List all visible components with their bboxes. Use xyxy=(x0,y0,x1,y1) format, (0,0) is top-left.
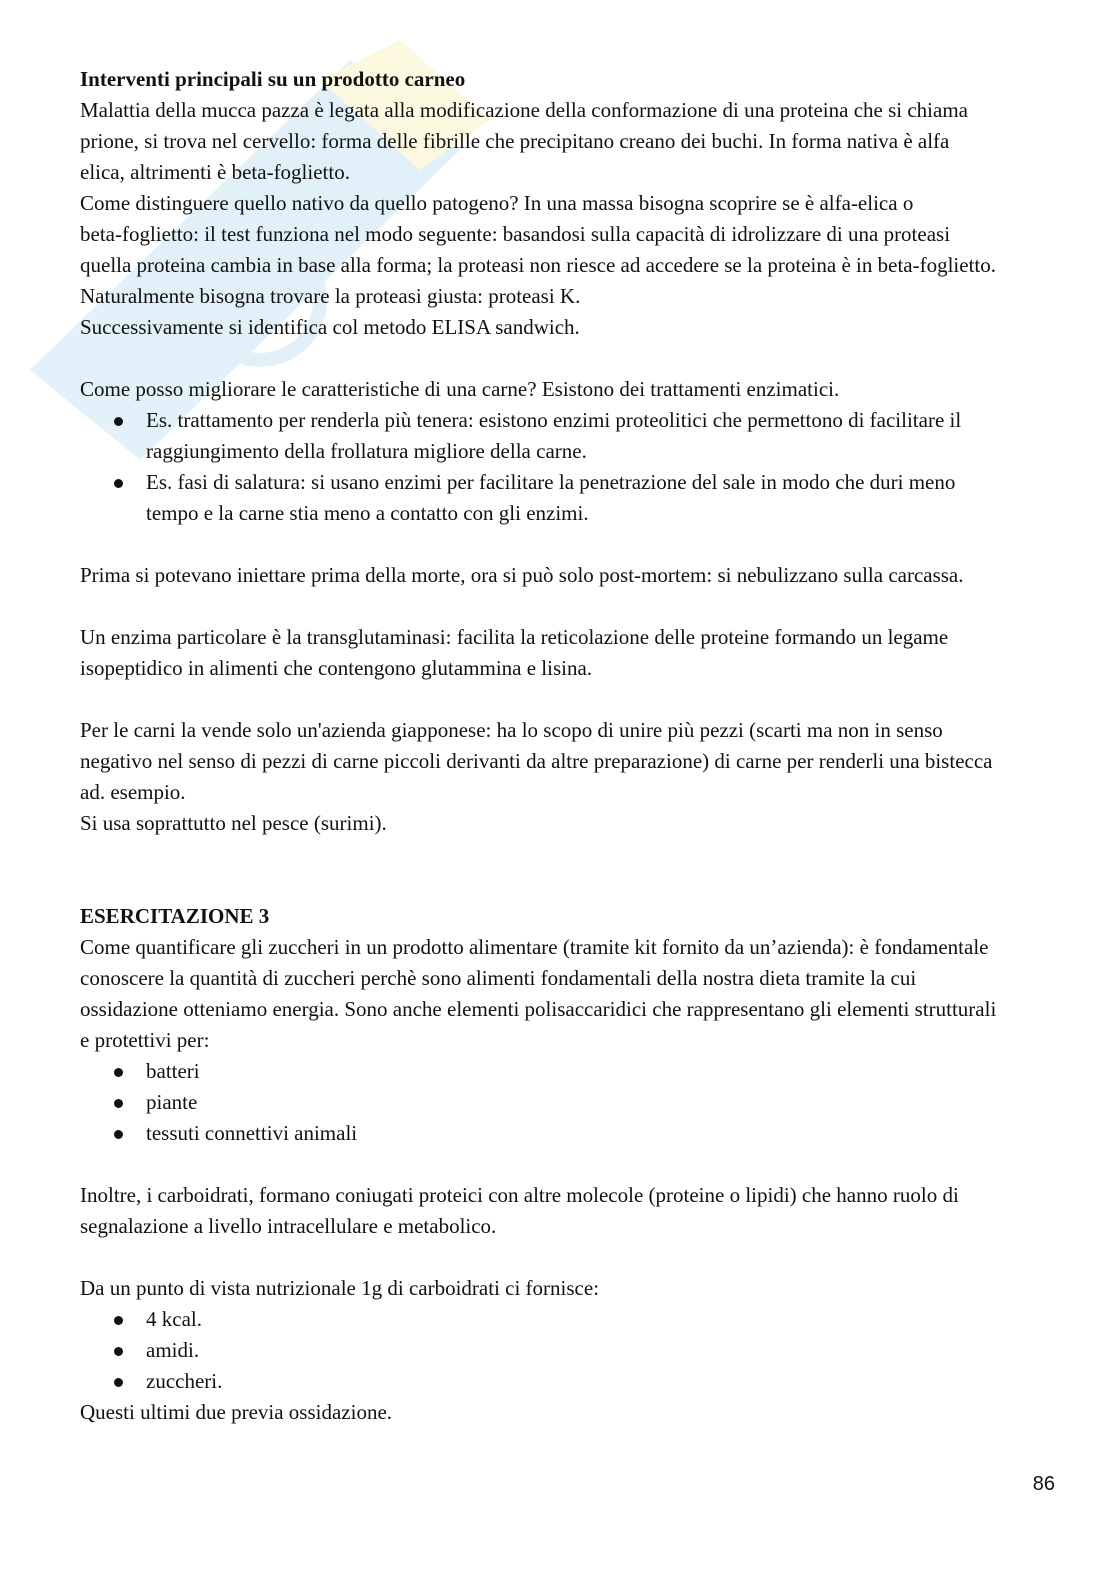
paragraph-line: ad. esempio. xyxy=(80,780,186,804)
document-page xyxy=(80,64,1065,1428)
page-number: 86 xyxy=(1032,1473,1055,1495)
paragraph-line: segnalazione a livello intracellulare e metabolico. xyxy=(80,1214,497,1238)
protective-list xyxy=(80,1056,1065,1149)
list-item xyxy=(80,1335,1065,1366)
bullet-icon xyxy=(114,1316,123,1325)
paragraph-line: Successivamente si identifica col metodo ELISA sandwich. xyxy=(80,315,580,339)
paragraph-line: prione, si trova nel cervello: forma delle fibrille che precipitano creano dei buchi. In forma nativa è alfa xyxy=(80,129,950,153)
list-item xyxy=(80,405,1065,467)
list-item xyxy=(80,1056,1065,1087)
paragraph-line: Inoltre, i carboidrati, formano coniugati proteici con altre molecole (proteine o lipidi) che hanno ruolo di xyxy=(80,1183,959,1207)
section-heading-meat-product: Interventi principali su un prodotto carneo xyxy=(80,67,466,91)
paragraph-line: quella proteina cambia in base alla forma; la proteasi non riesce ad accedere se la proteina è in beta-foglietto. xyxy=(80,253,996,277)
paragraph-line: conoscere la quantità di zuccheri perchè sono alimenti fondamentali della nostra dieta tramite la cui xyxy=(80,966,917,990)
paragraph-line: Per le carni la vende solo un'azienda giapponese: ha lo scopo di unire più pezzi (scarti ma non in senso xyxy=(80,718,943,742)
paragraph-line: Questi ultimi due previa ossidazione. xyxy=(80,1400,393,1424)
section-heading-esercitazione: ESERCITAZIONE 3 xyxy=(80,904,270,928)
paragraph-line: Come quantificare gli zuccheri in un prodotto alimentare (tramite kit fornito da un’azienda): è fondamentale xyxy=(80,935,989,959)
paragraph-line: beta-foglietto: il test funziona nel modo seguente: basandosi sulla capacità di idrolizzare di una proteasi xyxy=(80,222,951,246)
paragraph-line: Malattia della mucca pazza è legata alla modificazione della conformazione di una proteina che si chiama xyxy=(80,98,968,122)
paragraph-line: Come distinguere quello nativo da quello patogeno? In una massa bisogna scoprire se è alfa-elica o xyxy=(80,191,914,215)
paragraph-line: Si usa soprattutto nel pesce (surimi). xyxy=(80,811,387,835)
list-item xyxy=(80,1118,1065,1149)
paragraph-line: Da un punto di vista nutrizionale 1g di carboidrati ci fornisce: xyxy=(80,1276,600,1300)
paragraph-line: Naturalmente bisogna trovare la proteasi giusta: proteasi K. xyxy=(80,284,581,308)
paragraph-line: Un enzima particolare è la transglutaminasi: facilita la reticolazione delle proteine formando un legame xyxy=(80,625,949,649)
list-item xyxy=(80,1366,1065,1397)
paragraph-line: Prima si potevano iniettare prima della morte, ora si può solo post-mortem: si nebulizzano sulla carcassa. xyxy=(80,563,964,587)
list-item xyxy=(80,1304,1065,1335)
paragraph-line: isopeptidico in alimenti che contengono glutammina e lisina. xyxy=(80,656,593,680)
list-item-line: raggiungimento della frollatura migliore della carne. xyxy=(146,439,587,463)
bullet-icon xyxy=(114,1068,123,1077)
paragraph-line: Come posso migliorare le caratteristiche di una carne? Esistono dei trattamenti enzimatici. xyxy=(80,377,840,401)
paragraph-line: ossidazione otteniamo energia. Sono anche elementi polisaccaridici che rappresentano gli elementi strutturali xyxy=(80,997,997,1021)
bullet-icon xyxy=(114,417,123,426)
bullet-icon xyxy=(114,479,123,488)
bullet-icon xyxy=(114,1347,123,1356)
list-item-line: tempo e la carne stia meno a contatto con gli enzimi. xyxy=(146,501,589,525)
list-item-text: amidi. xyxy=(146,1338,200,1362)
list-item xyxy=(80,467,1065,529)
paragraph-line: elica, altrimenti è beta-foglietto. xyxy=(80,160,350,184)
list-item-text: batteri xyxy=(146,1059,200,1083)
paragraph-line: e protettivi per: xyxy=(80,1028,210,1052)
list-item-text: 4 kcal. xyxy=(146,1307,202,1331)
paragraph-line: negativo nel senso di pezzi di carne piccoli derivanti da altre preparazione) di carne per renderli una bistecca xyxy=(80,749,993,773)
treatment-list xyxy=(80,405,1065,529)
list-item-text: zuccheri. xyxy=(146,1369,223,1393)
bullet-icon xyxy=(114,1130,123,1139)
list-item xyxy=(80,1087,1065,1118)
bullet-icon xyxy=(114,1099,123,1108)
list-item-text: piante xyxy=(146,1090,198,1114)
nutrition-list xyxy=(80,1304,1065,1397)
list-item-line: Es. fasi di salatura: si usano enzimi per facilitare la penetrazione del sale in modo che duri meno xyxy=(146,470,956,494)
list-item-text: tessuti connettivi animali xyxy=(146,1121,358,1145)
bullet-icon xyxy=(114,1378,123,1387)
list-item-line: Es. trattamento per renderla più tenera: esistono enzimi proteolitici che permettono di facilitare il xyxy=(146,408,962,432)
